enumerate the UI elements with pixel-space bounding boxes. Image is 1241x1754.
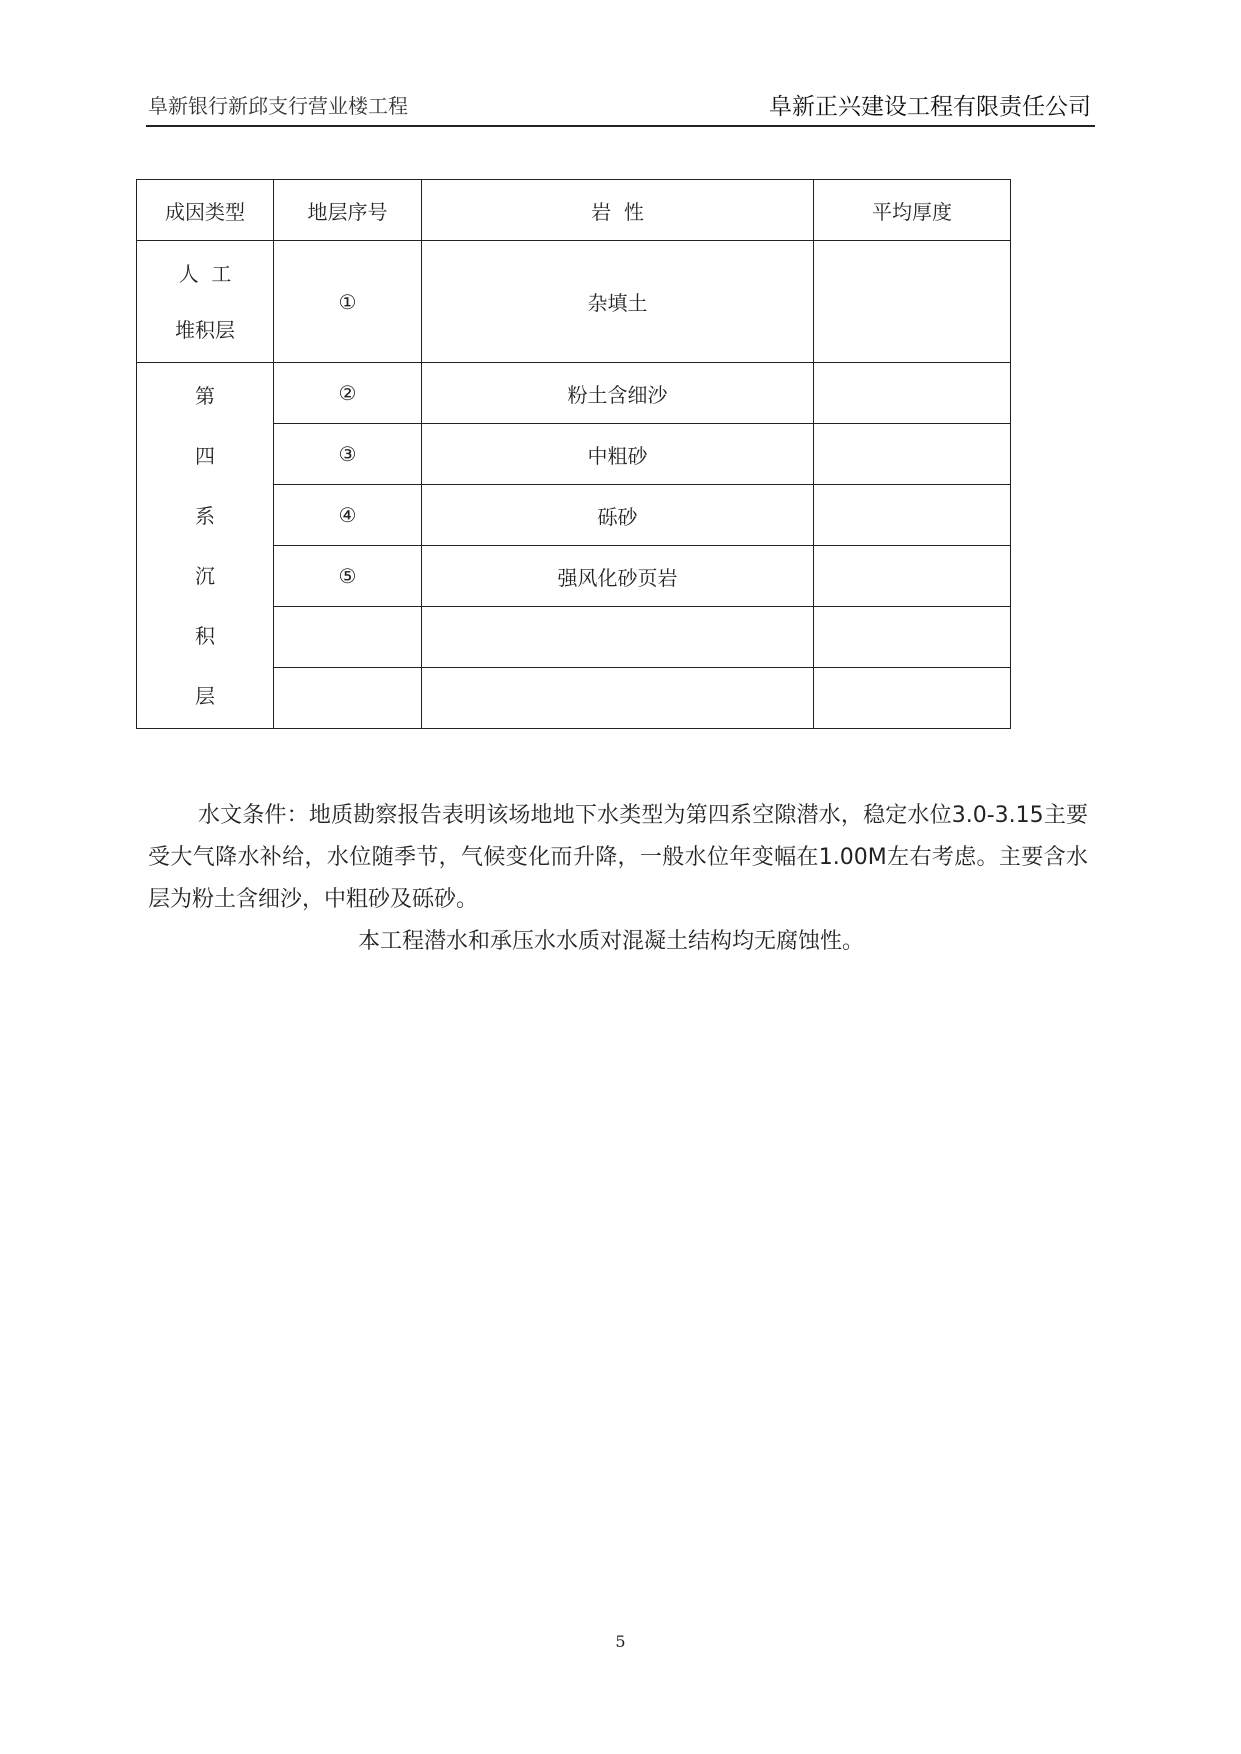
hydrology-paragraph: 水文条件：地质勘察报告表明该场地地下水类型为第四系空隙潜水，稳定水位3.0-3.15主要受大气降水补给，水位随季节，气候变化而升降，一般水位年变幅在1.00M左右考虑。主要含水层为粉土含细沙，中粗砂及砾砂。 [148,803,1088,912]
thickness-cell [814,485,1011,546]
table-header-row [137,180,1011,241]
genesis-artificial-cell [137,241,274,363]
table-row [137,241,1011,363]
genesis-quaternary-char: 系 [195,503,215,528]
table-row [137,363,1011,424]
strata-table [136,179,1011,729]
genesis-quaternary-char: 第 [195,383,215,408]
lithology-cell: 粉土含细沙 [422,363,814,424]
thickness-cell [814,607,1011,668]
genesis-quaternary-char: 沉 [195,563,215,588]
layer-number-cell: ② [274,363,422,424]
page-number: 5 [615,1632,626,1651]
layer-number-cell [274,668,422,729]
lithology-cell: 中粗砂 [422,424,814,485]
lithology-cell: 强风化砂页岩 [422,546,814,607]
genesis-artificial-line2: 堆积层 [175,317,235,342]
layer-number-cell: ① [274,241,422,363]
header-project-title: 阜新银行新邱支行营业楼工程 [148,94,408,118]
column-header-layer-number: 地层序号 [274,180,422,241]
column-header-thickness: 平均厚度 [814,180,1011,241]
corrosion-paragraph: 本工程潜水和承压水水质对混凝土结构均无腐蚀性。 [358,929,865,954]
header-company-name: 阜新正兴建设工程有限责任公司 [769,94,1091,120]
layer-number-cell: ③ [274,424,422,485]
layer-number-cell [274,607,422,668]
lithology-cell: 砾砂 [422,485,814,546]
thickness-cell [814,363,1011,424]
body-text [148,795,1088,963]
lithology-cell [422,607,814,668]
thickness-cell [814,668,1011,729]
layer-number-cell: ④ [274,485,422,546]
genesis-quaternary-char: 层 [195,683,215,708]
thickness-cell [814,241,1011,363]
genesis-quaternary-char: 四 [195,443,215,468]
genesis-quaternary-cell [137,363,274,729]
column-header-lithology: 岩 性 [422,180,814,241]
genesis-quaternary-char: 积 [195,623,215,648]
lithology-cell [422,668,814,729]
column-header-genesis: 成因类型 [137,180,274,241]
thickness-cell [814,424,1011,485]
lithology-cell: 杂填土 [422,241,814,363]
layer-number-cell: ⑤ [274,546,422,607]
genesis-artificial-line1: 人 工 [178,261,232,286]
thickness-cell [814,546,1011,607]
header-divider [146,125,1095,127]
